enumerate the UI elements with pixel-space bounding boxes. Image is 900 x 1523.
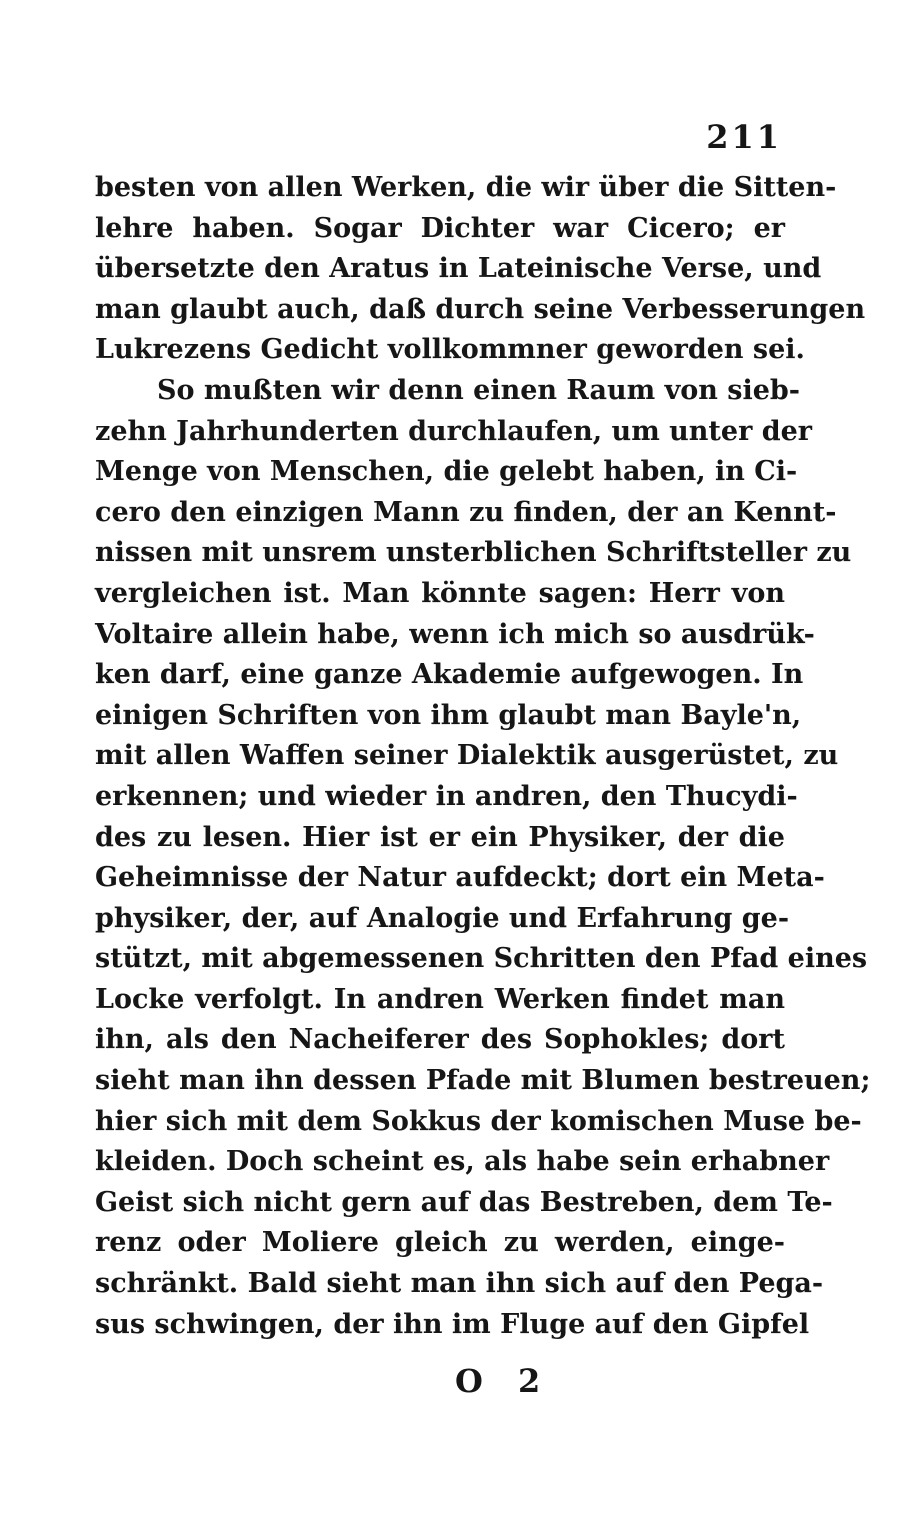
paragraph-start-line: So mußten wir denn einen Raum von sieb- (157, 374, 801, 406)
text-line: nissen mit unsrem unsterblichen Schriftsteller zu (95, 537, 852, 569)
text-line: mit allen Waffen seiner Dialektik ausgerüstet, zu (95, 740, 839, 772)
text-line: Lukrezens Gedicht vollkommner geworden sei. (95, 334, 805, 366)
text-line: man glaubt auch, daß durch seine Verbesserungen (95, 293, 866, 325)
text-line: lehre haben. Sogar Dichter war Cicero; er (95, 212, 785, 244)
text-line: stützt, mit abgemessenen Schritten den Pfad eines (95, 943, 868, 975)
text-line: kleiden. Doch scheint es, als habe sein erhabner (95, 1146, 830, 1178)
text-line: Locke verfolgt. In andren Werken findet man (95, 983, 785, 1015)
text-line: ihn, als den Nacheiferer des Sophokles; dort (95, 1024, 785, 1056)
text-line: erkennen; und wieder in andren, den Thucydi- (95, 780, 798, 812)
text-line: einigen Schriften von ihm glaubt man Bayle'n, (95, 699, 802, 731)
text-line: hier sich mit dem Sokkus der komischen Muse be- (95, 1105, 862, 1137)
text-line: schränkt. Bald sieht man ihn sich auf den Pega- (95, 1268, 824, 1300)
page-number: 211 (706, 118, 782, 156)
text-line: Geist sich nicht gern auf das Bestreben, dem Te- (95, 1186, 833, 1218)
text-line: zehn Jahrhunderten durchlaufen, um unter der (95, 415, 812, 447)
text-line: ken darf, eine ganze Akademie aufgewogen. In (95, 659, 804, 691)
text-line: des zu lesen. Hier ist er ein Physiker, der die (95, 821, 785, 853)
text-line: cero den einzigen Mann zu finden, der an Kennt- (95, 496, 837, 528)
text-line: Geheimnisse der Natur aufdeckt; dort ein Meta- (95, 862, 825, 894)
text-line: sieht man ihn dessen Pfade mit Blumen bestreuen; (95, 1065, 871, 1097)
printer-signature-mark: O 2 (455, 1362, 553, 1400)
text-line: physiker, der, auf Analogie und Erfahrung ge- (95, 902, 790, 934)
text-line: Menge von Menschen, die gelebt haben, in Ci- (95, 456, 798, 488)
text-line: besten von allen Werken, die wir über die Sitten- (95, 172, 837, 203)
text-line: sus schwingen, der ihn im Fluge auf den Gipfel (95, 1308, 810, 1340)
body-text (95, 168, 871, 1345)
text-line: Voltaire allein habe, wenn ich mich so ausdrük- (95, 618, 815, 650)
text-line: renz oder Moliere gleich zu werden, einge- (95, 1227, 785, 1259)
text-line: vergleichen ist. Man könnte sagen: Herr von (95, 577, 785, 609)
text-line: übersetzte den Aratus in Lateinische Verse, und (95, 253, 822, 285)
